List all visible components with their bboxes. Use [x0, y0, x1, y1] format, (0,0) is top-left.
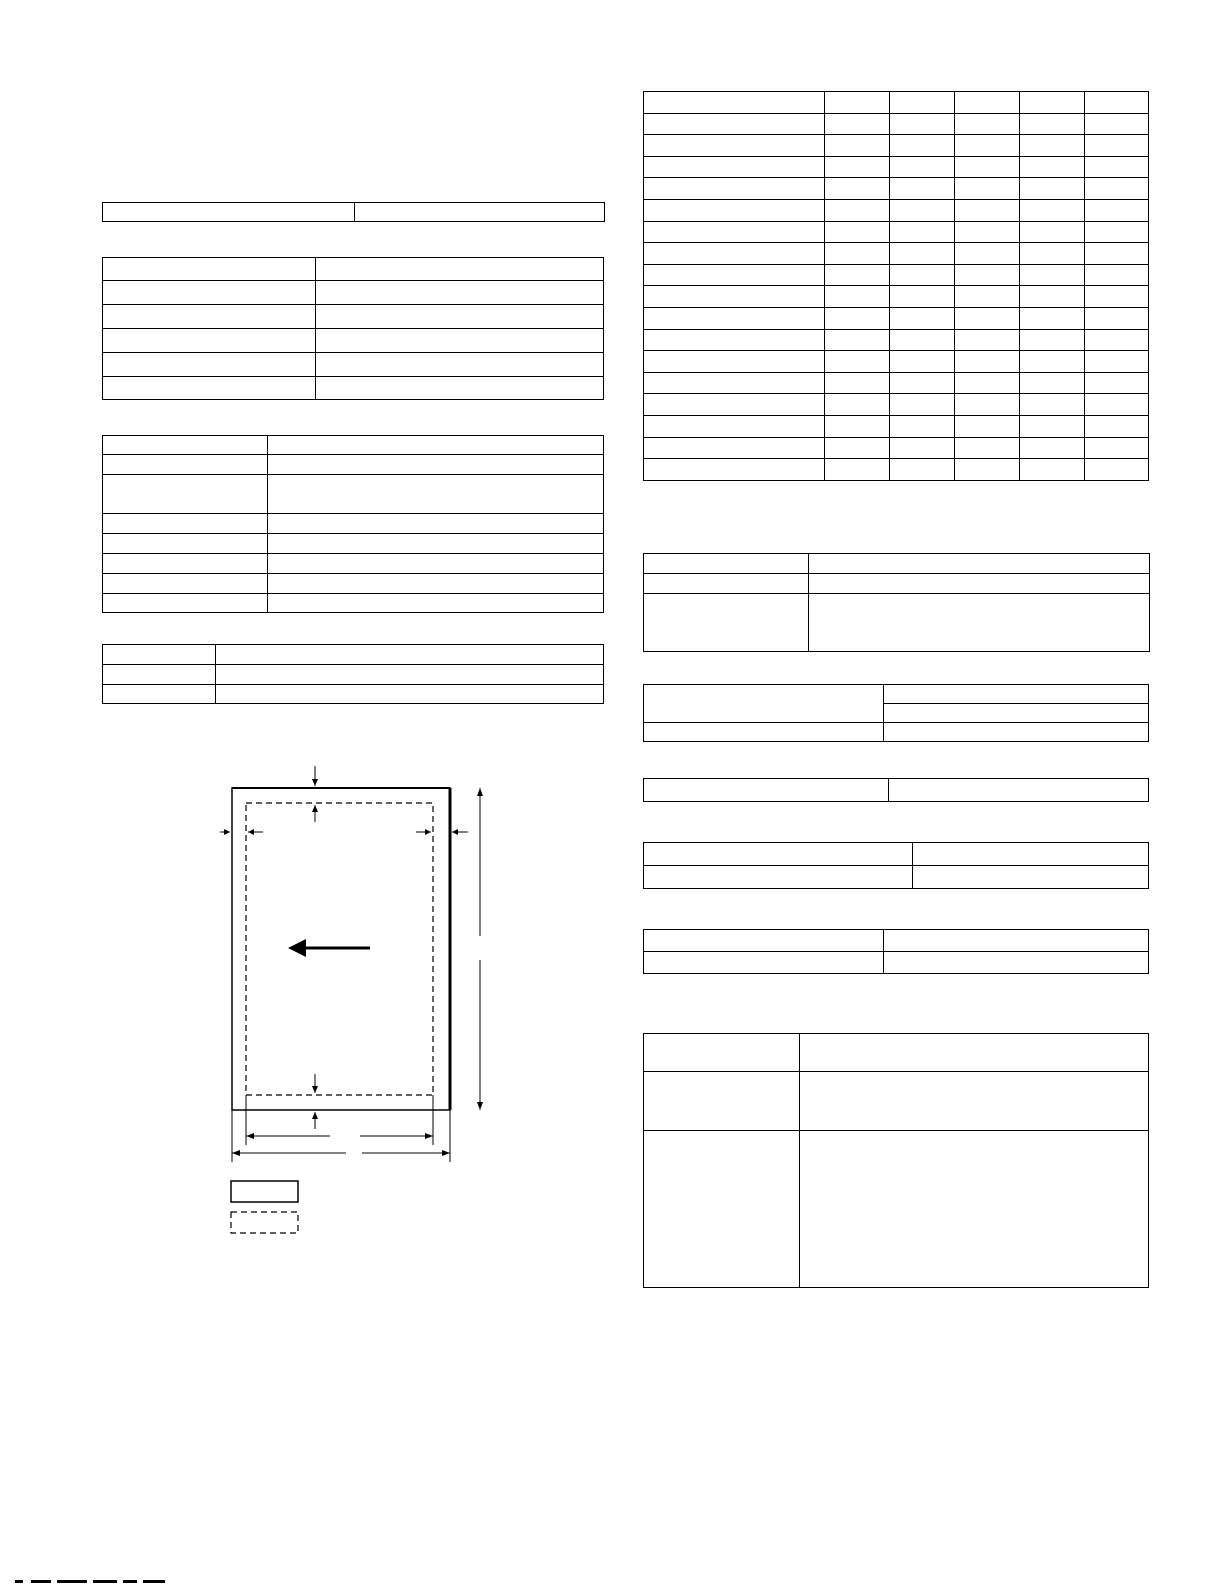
feed-direction-arrowhead: [288, 939, 306, 957]
table-cell: [825, 286, 890, 308]
table-row: [644, 221, 1149, 243]
table-cell: [890, 459, 955, 481]
table-row: [644, 459, 1149, 481]
table-cell: [825, 437, 890, 459]
table-cell: [825, 178, 890, 200]
table-cell: [955, 113, 1020, 135]
table-cell: [1020, 156, 1085, 178]
table-cell: [644, 135, 825, 157]
table-cell: [890, 372, 955, 394]
table-cell: [1020, 92, 1085, 114]
table-cell: [1020, 264, 1085, 286]
table-cell: [825, 221, 890, 243]
top-margin-arrowhead-outer: [312, 779, 318, 786]
table-cell: [955, 437, 1020, 459]
table-cell: [955, 329, 1020, 351]
table-cell: [1020, 243, 1085, 265]
table-cell: [1085, 307, 1149, 329]
spec-table-3: [102, 435, 604, 613]
table-cell: [890, 156, 955, 178]
table-cell: [890, 135, 955, 157]
table-cell: [890, 307, 955, 329]
table-cell: [890, 437, 955, 459]
table-row: [644, 92, 1149, 114]
table-row: [644, 113, 1149, 135]
table-row: [644, 307, 1149, 329]
table-cell: [1085, 156, 1149, 178]
table-cell: [644, 351, 825, 373]
table-cell: [1020, 459, 1085, 481]
table-cell: [644, 286, 825, 308]
table-cell: [644, 437, 825, 459]
table-cell: [825, 415, 890, 437]
table-cell: [955, 135, 1020, 157]
table-row: [644, 372, 1149, 394]
table-row: [644, 264, 1149, 286]
table-cell: [644, 372, 825, 394]
table-cell: [1085, 286, 1149, 308]
table-cell: [825, 264, 890, 286]
table-cell: [1085, 394, 1149, 416]
spec-table-9: [643, 842, 1149, 889]
table-cell: [825, 199, 890, 221]
table-cell: [890, 264, 955, 286]
table-cell: [644, 329, 825, 351]
right-margin-arrowhead-outer: [452, 829, 458, 835]
table-cell: [644, 199, 825, 221]
table-cell: [1020, 307, 1085, 329]
spec-table-11: [643, 1033, 1149, 1288]
table-cell: [1020, 135, 1085, 157]
table-row: [644, 351, 1149, 373]
table-cell: [1085, 221, 1149, 243]
table-cell: [1085, 459, 1149, 481]
legend-solid-swatch: [231, 1181, 298, 1202]
bottom-margin-arrowhead-inner: [312, 1086, 318, 1093]
table-cell: [644, 264, 825, 286]
table-cell: [644, 243, 825, 265]
table-cell: [644, 415, 825, 437]
table-row: [644, 135, 1149, 157]
table-row: [644, 394, 1149, 416]
height-dimension-arrowhead-top: [477, 788, 483, 796]
print-area-diagram: [200, 760, 500, 1240]
top-margin-arrowhead-inner: [312, 805, 318, 812]
table-cell: [1085, 437, 1149, 459]
table-cell: [955, 307, 1020, 329]
table-cell: [644, 156, 825, 178]
spec-table-5: [643, 91, 1149, 481]
table-cell: [890, 351, 955, 373]
right-margin-arrowhead-inner: [425, 829, 431, 835]
table-row: [644, 286, 1149, 308]
left-margin-arrowhead-outer: [224, 829, 230, 835]
table-row: [644, 329, 1149, 351]
table-cell: [644, 394, 825, 416]
table-cell: [890, 199, 955, 221]
table-cell: [825, 135, 890, 157]
table-cell: [644, 459, 825, 481]
paper-width-arrowhead-left: [232, 1150, 240, 1156]
table-row: [644, 178, 1149, 200]
table-row: [644, 199, 1149, 221]
table-cell: [825, 351, 890, 373]
legend-dashed-swatch: [231, 1212, 298, 1233]
spec-table-4: [102, 644, 604, 704]
table-cell: [890, 92, 955, 114]
print-width-arrowhead-left: [246, 1133, 254, 1139]
table-cell: [955, 286, 1020, 308]
table-cell: [1020, 351, 1085, 373]
left-margin-arrowhead-inner: [248, 829, 254, 835]
table-row: [644, 156, 1149, 178]
table-cell: [1085, 92, 1149, 114]
table-cell: [1020, 221, 1085, 243]
table-cell: [955, 264, 1020, 286]
bottom-margin-arrowhead-outer: [312, 1112, 318, 1119]
table-cell: [955, 394, 1020, 416]
table-cell: [1020, 329, 1085, 351]
table-cell: [955, 372, 1020, 394]
table-cell: [644, 221, 825, 243]
table-cell: [955, 221, 1020, 243]
table-cell: [1085, 135, 1149, 157]
table-cell: [955, 199, 1020, 221]
table-cell: [1085, 372, 1149, 394]
table-cell: [825, 92, 890, 114]
table-cell: [1020, 437, 1085, 459]
table-cell: [1020, 286, 1085, 308]
table-cell: [955, 178, 1020, 200]
table-cell: [825, 113, 890, 135]
spec-table-6: [643, 553, 1150, 652]
table-row: [644, 415, 1149, 437]
table-cell: [955, 415, 1020, 437]
table-cell: [825, 372, 890, 394]
table-cell: [825, 156, 890, 178]
table-cell: [644, 113, 825, 135]
table-row: [644, 243, 1149, 265]
table-cell: [1085, 415, 1149, 437]
table-cell: [1020, 113, 1085, 135]
table-cell: [1085, 199, 1149, 221]
table-cell: [1085, 243, 1149, 265]
table-cell: [644, 307, 825, 329]
table-cell: [955, 459, 1020, 481]
table-cell: [1085, 113, 1149, 135]
table-cell: [955, 351, 1020, 373]
table-cell: [1020, 394, 1085, 416]
height-dimension-arrowhead-bottom: [477, 1102, 483, 1110]
table-cell: [1085, 351, 1149, 373]
table-cell: [1085, 329, 1149, 351]
table-cell: [890, 394, 955, 416]
table-cell: [1020, 178, 1085, 200]
table-cell: [825, 459, 890, 481]
table-cell: [890, 178, 955, 200]
table-cell: [825, 307, 890, 329]
table-cell: [890, 329, 955, 351]
table-cell: [1020, 372, 1085, 394]
table-cell: [955, 243, 1020, 265]
table-cell: [644, 178, 825, 200]
spec-table-2: [102, 257, 604, 400]
table-cell: [890, 243, 955, 265]
footer-marks: [15, 1578, 175, 1586]
table-cell: [955, 92, 1020, 114]
table-cell: [825, 329, 890, 351]
table-cell: [890, 415, 955, 437]
table-cell: [1020, 199, 1085, 221]
table-cell: [890, 113, 955, 135]
table-cell: [955, 156, 1020, 178]
table-cell: [825, 243, 890, 265]
table-cell: [825, 394, 890, 416]
paper-width-arrowhead-right: [442, 1150, 450, 1156]
table-cell: [1020, 415, 1085, 437]
spec-table-7: [643, 684, 1149, 742]
table-cell: [644, 92, 825, 114]
table-cell: [1085, 264, 1149, 286]
spec-table-10: [643, 929, 1149, 974]
table-cell: [1085, 178, 1149, 200]
table-row: [644, 437, 1149, 459]
print-width-arrowhead-right: [425, 1133, 433, 1139]
spec-table-1: [102, 202, 605, 222]
table-cell: [890, 221, 955, 243]
table-cell: [890, 286, 955, 308]
spec-table-8: [643, 778, 1149, 802]
